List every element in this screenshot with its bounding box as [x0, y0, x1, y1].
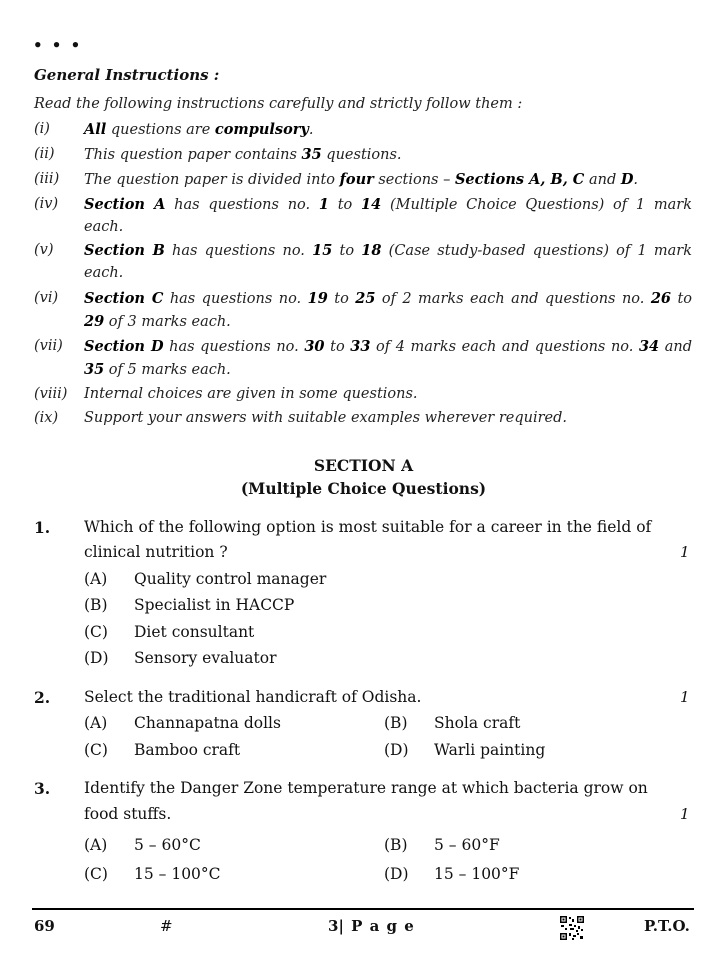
- emphasis-text: Sections A, B, C: [454, 171, 585, 188]
- instruction-fragment: to: [671, 291, 692, 307]
- instruction-number: (i): [34, 121, 50, 137]
- emphasis-text: 25: [355, 290, 376, 307]
- instruction-fragment: questions are: [106, 122, 215, 138]
- question-number: 3.: [34, 779, 51, 798]
- page-word: | P a g e: [338, 917, 415, 935]
- instruction-fragment: Support your answers with suitable examples wherever required.: [84, 410, 567, 426]
- section-title: SECTION A: [313, 456, 414, 475]
- instruction-fragment: The question paper is divided into: [84, 172, 340, 188]
- instruction-number: (iv): [34, 196, 59, 212]
- instruction-text-cont: each.: [84, 219, 124, 235]
- instruction-fragment: questions.: [321, 147, 402, 163]
- instruction-fragment: has questions no.: [165, 197, 319, 213]
- instruction-fragment: of 3 marks each.: [104, 314, 231, 330]
- instruction-text: [84, 196, 692, 213]
- instruction-fragment: of 2 marks each and questions no.: [375, 291, 651, 307]
- emphasis-text: Section B: [84, 242, 165, 259]
- option-text: Warli painting: [434, 741, 546, 759]
- emphasis-text: 35: [84, 361, 105, 378]
- instruction-fragment: of 5 marks each.: [104, 362, 231, 378]
- pto-label: P.T.O.: [644, 917, 690, 935]
- emphasis-text: 15: [312, 242, 333, 259]
- option-text: Specialist in HACCP: [134, 596, 295, 614]
- instruction-fragment: to: [324, 339, 351, 355]
- option-text: Diet consultant: [134, 623, 255, 641]
- instructions-title: General Instructions :: [34, 66, 220, 84]
- option-label: (B): [84, 596, 108, 614]
- question-text-cont: clinical nutrition ?: [84, 543, 228, 561]
- instruction-text: [84, 410, 567, 426]
- emphasis-text: Section C: [84, 290, 164, 307]
- emphasis-text: 29: [84, 313, 105, 330]
- instruction-number: (viii): [34, 386, 68, 402]
- instruction-number: (vi): [34, 290, 59, 306]
- instruction-fragment: to: [327, 291, 356, 307]
- instruction-fragment: sections –: [373, 172, 455, 188]
- option-text: 5 – 60°F: [434, 836, 500, 854]
- instruction-fragment: (Multiple Choice Questions) of 1 mark: [381, 197, 692, 213]
- emphasis-text: Section A: [84, 196, 166, 213]
- option-text: 15 – 100°C: [134, 865, 221, 883]
- instruction-text: [84, 290, 692, 307]
- instruction-text: [84, 121, 313, 138]
- option-text: Shola craft: [434, 714, 521, 732]
- option-text: 15 – 100°F: [434, 865, 520, 883]
- instruction-text: [84, 338, 692, 355]
- emphasis-text: compulsory: [214, 121, 309, 138]
- question-number: 2.: [34, 688, 51, 707]
- instruction-fragment: has questions no.: [163, 291, 308, 307]
- instruction-fragment: has questions no.: [163, 339, 305, 355]
- instruction-fragment: Internal choices are given in some questions.: [84, 386, 418, 402]
- option-text: Channapatna dolls: [134, 714, 281, 732]
- question-marks: 1: [680, 543, 690, 561]
- option-text: Sensory evaluator: [134, 649, 277, 667]
- instruction-text-cont: [84, 313, 231, 330]
- instruction-text: [84, 242, 692, 259]
- emphasis-text: 19: [307, 290, 328, 307]
- option-text: Bamboo craft: [134, 741, 241, 759]
- instruction-text-cont: each.: [84, 265, 124, 281]
- instruction-number: (ii): [34, 146, 55, 162]
- option-label: (C): [84, 623, 108, 641]
- option-label: (B): [384, 836, 408, 854]
- qr-code-icon: [560, 916, 584, 940]
- emphasis-text: 18: [361, 242, 382, 259]
- instruction-text-cont: [84, 361, 231, 378]
- instruction-fragment: (Case study-based questions) of 1 mark: [381, 243, 693, 259]
- option-label: (A): [84, 570, 108, 588]
- option-label: (B): [384, 714, 408, 732]
- emphasis-text: 34: [638, 338, 660, 355]
- option-label: (C): [84, 865, 108, 883]
- hash-mark: #: [160, 917, 173, 935]
- instruction-fragment: to: [332, 243, 362, 259]
- instruction-number: (ix): [34, 410, 59, 426]
- question-text: Select the traditional handicraft of Odisha.: [84, 688, 422, 706]
- emphasis-text: 30: [304, 338, 325, 355]
- instruction-fragment: .: [633, 172, 639, 188]
- instruction-text: [84, 146, 402, 163]
- instruction-number: (vii): [34, 338, 63, 354]
- page-number: 3: [328, 917, 339, 935]
- emphasis-text: 26: [650, 290, 671, 307]
- instruction-text: [84, 386, 418, 402]
- top-marker: • • •: [33, 36, 83, 54]
- emphasis-text: 14: [361, 196, 382, 213]
- footer-divider: [32, 908, 694, 910]
- emphasis-text: 33: [350, 338, 371, 355]
- question-number: 1.: [34, 518, 51, 537]
- instruction-fragment: of 4 marks each and questions no.: [370, 339, 639, 355]
- emphasis-text: All: [84, 121, 107, 138]
- section-subtitle: (Multiple Choice Questions): [240, 479, 487, 498]
- paper-code: 69: [34, 917, 55, 935]
- emphasis-text: 1: [318, 196, 329, 213]
- instruction-fragment: has questions no.: [164, 243, 313, 259]
- instruction-fragment: and: [659, 339, 692, 355]
- instruction-number: (v): [34, 242, 54, 258]
- option-text: Quality control manager: [134, 570, 327, 588]
- emphasis-text: four: [339, 171, 374, 188]
- option-label: (D): [384, 741, 409, 759]
- instruction-fragment: .: [308, 122, 314, 138]
- emphasis-text: 35: [301, 146, 322, 163]
- instruction-fragment: and: [584, 172, 621, 188]
- option-label: (A): [84, 836, 108, 854]
- option-label: (C): [84, 741, 108, 759]
- question-marks: 1: [680, 805, 690, 823]
- instruction-fragment: This question paper contains: [84, 147, 302, 163]
- option-label: (D): [384, 865, 409, 883]
- emphasis-text: D: [620, 171, 634, 188]
- instructions-intro: Read the following instructions carefully and strictly follow them :: [34, 96, 523, 112]
- page-number-block: [328, 917, 415, 935]
- question-marks: 1: [680, 688, 690, 706]
- option-label: (A): [84, 714, 108, 732]
- question-text: Which of the following option is most suitable for a career in the field of: [84, 518, 652, 536]
- instruction-text: [84, 171, 638, 188]
- instruction-fragment: to: [328, 197, 362, 213]
- option-text: 5 – 60°C: [134, 836, 201, 854]
- emphasis-text: Section D: [84, 338, 164, 355]
- question-text: Identify the Danger Zone temperature range at which bacteria grow on: [84, 779, 648, 797]
- question-text-cont: food stuffs.: [84, 805, 172, 823]
- instruction-number: (iii): [34, 171, 60, 187]
- option-label: (D): [84, 649, 109, 667]
